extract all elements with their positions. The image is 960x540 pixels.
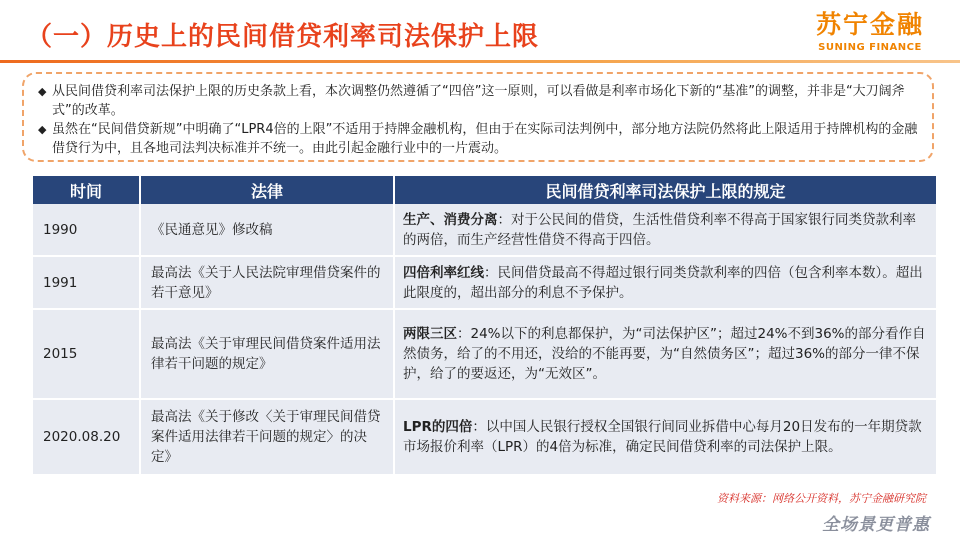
table-header-row	[33, 176, 936, 204]
rule-keyword: 两限三区	[403, 326, 457, 342]
row-law: 最高法《关于修改〈关于审理民间借贷案件适用法律若干问题的规定〉的决定》	[140, 399, 394, 475]
column-header-rule: 民间借贷利率司法保护上限的规定	[394, 176, 936, 204]
row-rule	[394, 309, 936, 399]
row-year: 1990	[33, 204, 140, 256]
summary-bullet	[38, 120, 922, 158]
source-note: 资料来源：网络公开资料，苏宁金融研究院	[717, 492, 926, 505]
rule-description: ：24%以下的利息都保护，为“司法保护区”；超过24%不到36%的部分看作自然债务，给了的不用还，没给的不能再要，为“自然债务区”；超过36%的部分一律不保护，给了的要返还，为“无效区”。	[403, 326, 926, 382]
row-rule	[394, 399, 936, 475]
regulation-history-table	[33, 176, 936, 476]
logo-name-cn: 苏宁金融	[815, 10, 924, 39]
table-row	[33, 256, 936, 309]
row-rule	[394, 204, 936, 256]
rule-description: ：民间借贷最高不得超过银行同类贷款利率的四倍（包含利率本数）。超出此限度的，超出部分的利息不予保护。	[403, 264, 923, 301]
diamond-bullet-icon: ◆	[38, 123, 47, 136]
rule-keyword: 生产、消费分离	[403, 211, 498, 228]
rule-keyword: 四倍利率红线	[403, 264, 484, 281]
row-year: 2015	[33, 309, 140, 399]
row-law: 最高法《关于审理民间借贷案件适用法律若干问题的规定》	[140, 309, 394, 399]
row-year: 1991	[33, 256, 140, 309]
suning-finance-logo	[810, 10, 930, 53]
column-header-law: 法律	[140, 176, 394, 204]
table-row	[33, 309, 936, 399]
row-rule	[394, 256, 936, 309]
row-law: 《民通意见》修改稿	[140, 204, 394, 256]
rule-description: ：对于公民间的借贷，生活性借贷利率不得高于国家银行同类贷款利率的两倍，而生产经营性借贷不得高于四倍。	[403, 211, 916, 248]
table-row	[33, 399, 936, 475]
header-divider	[0, 60, 960, 63]
table-row	[33, 204, 936, 256]
logo-name-en: SUNING FINANCE	[818, 42, 922, 53]
summary-box	[22, 72, 934, 162]
column-header-time: 时间	[33, 176, 140, 204]
page-title: （一）历史上的民间借贷利率司法保护上限	[26, 22, 540, 52]
diamond-bullet-icon: ◆	[38, 85, 47, 98]
row-law: 最高法《关于人民法院审理借贷案件的若干意见》	[140, 256, 394, 309]
rule-keyword: LPR的四倍	[403, 419, 473, 435]
summary-bullet-text: 从民间借贷利率司法保护上限的历史条款上看，本次调整仍然遵循了“四倍”这一原则，可以看做是利率市场化下新的“基准”的调整，并非是“大刀阔斧式”的改革。	[52, 84, 905, 118]
rule-description: ：以中国人民银行授权全国银行间同业拆借中心每月20日发布的一年期贷款市场报价利率（LPR）的4倍为标准，确定民间借贷利率的司法保护上限。	[403, 419, 922, 455]
summary-bullet-text: 虽然在“民间借贷新规”中明确了“LPR4倍的上限”不适用于持牌金融机构，但由于在实际司法判例中，部分地方法院仍然将此上限适用于持牌机构的金融借贷行为中，且各地司法判决标准并不统一。由此引起金融行业中的一片震动。	[52, 122, 918, 156]
row-year: 2020.08.20	[33, 399, 140, 475]
summary-bullet	[38, 82, 922, 120]
slogan: 全场景更普惠	[822, 515, 930, 535]
